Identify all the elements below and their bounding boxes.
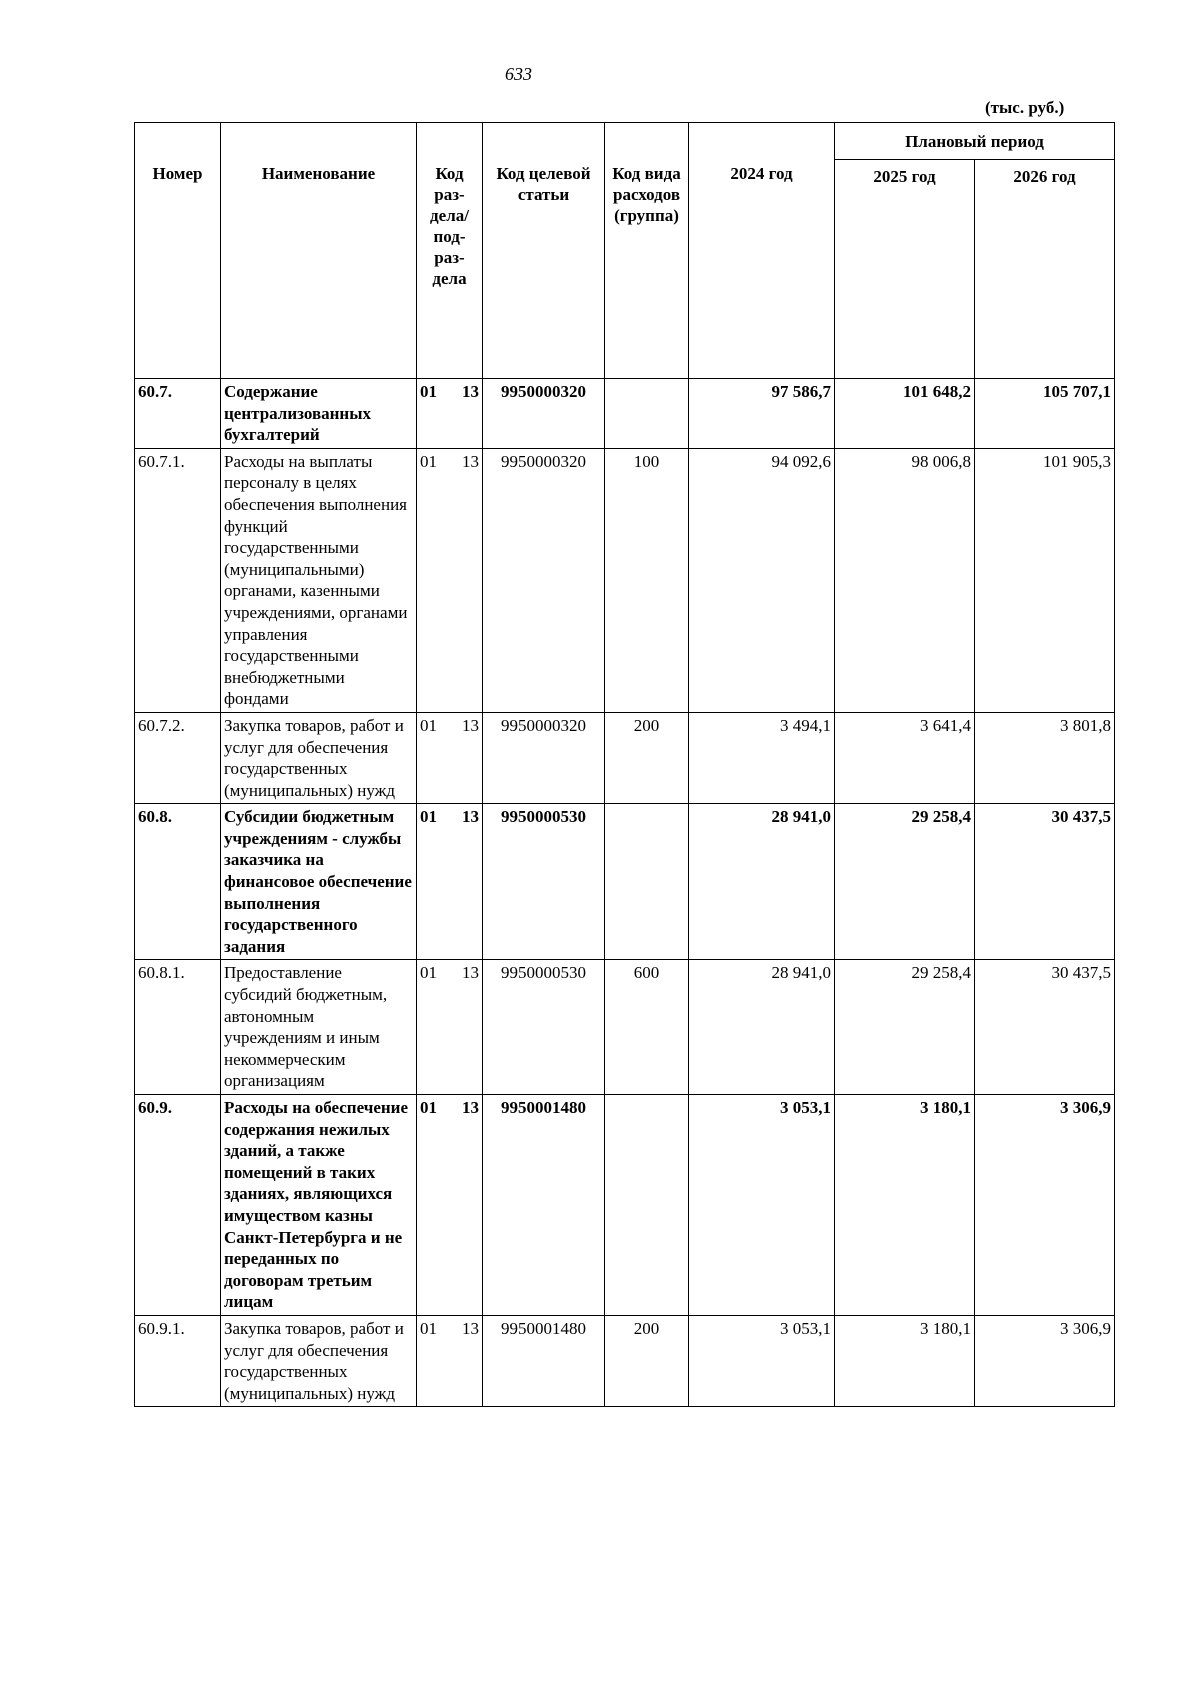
cell-target-code: 9950000320	[483, 712, 605, 803]
cell-name: Субсидии бюджетным учреждениям - службы заказчика на финансовое обеспечение выполнения государственного задания	[221, 804, 417, 960]
cell-2024: 94 092,6	[689, 448, 835, 712]
cell-name: Закупка товаров, работ и услуг для обеспечения государственных (муниципальных) нужд	[221, 1315, 417, 1406]
cell-expense-type: 200	[605, 712, 689, 803]
cell-2026: 3 306,9	[975, 1315, 1115, 1406]
cell-2024: 28 941,0	[689, 960, 835, 1095]
subsection-code: 13	[462, 1318, 479, 1338]
cell-name: Содержание централизованных бухгалтерий	[221, 379, 417, 449]
header-row-1	[135, 123, 1115, 160]
subsection-code: 13	[462, 963, 479, 983]
cell-2025: 29 258,4	[835, 960, 975, 1095]
cell-2026: 3 306,9	[975, 1095, 1115, 1316]
cell-target-code: 9950000530	[483, 960, 605, 1095]
cell-name: Расходы на выплаты персоналу в целях обеспечения выполнения функций государственными (муниципальными) органами, казенными учреждениями, органами управления государственными внебюджетными фондами	[221, 448, 417, 712]
table-row	[135, 379, 1115, 449]
cell-expense-type	[605, 804, 689, 960]
cell-number: 60.7.1.	[135, 448, 221, 712]
section-code-wrap	[420, 381, 479, 403]
cell-target-code: 9950000320	[483, 379, 605, 449]
cell-2024: 97 586,7	[689, 379, 835, 449]
header-name: Наименование	[221, 123, 417, 379]
cell-2024: 3 053,1	[689, 1095, 835, 1316]
cell-section-code	[417, 379, 483, 449]
cell-expense-type	[605, 379, 689, 449]
header-2024: 2024 год	[689, 123, 835, 379]
table-row	[135, 712, 1115, 803]
cell-number: 60.8.	[135, 804, 221, 960]
cell-target-code: 9950001480	[483, 1315, 605, 1406]
cell-target-code: 9950000320	[483, 448, 605, 712]
subsection-code: 13	[462, 1098, 479, 1117]
cell-number: 60.7.	[135, 379, 221, 449]
cell-2025: 101 648,2	[835, 379, 975, 449]
cell-2025: 98 006,8	[835, 448, 975, 712]
section-code: 01	[420, 451, 437, 471]
section-code: 01	[420, 1098, 437, 1117]
section-code: 01	[420, 382, 437, 401]
header-2025: 2025 год	[835, 160, 975, 379]
cell-expense-type: 600	[605, 960, 689, 1095]
cell-section-code	[417, 712, 483, 803]
cell-number: 60.8.1.	[135, 960, 221, 1095]
cell-section-code	[417, 804, 483, 960]
header-2026: 2026 год	[975, 160, 1115, 379]
section-code-wrap	[420, 1318, 479, 1340]
cell-name: Предоставление субсидий бюджетным, автономным учреждениям и иным некоммерческим организациям	[221, 960, 417, 1095]
cell-2026: 30 437,5	[975, 804, 1115, 960]
table-row	[135, 804, 1115, 960]
section-code: 01	[420, 963, 437, 983]
cell-section-code	[417, 1095, 483, 1316]
cell-number: 60.9.1.	[135, 1315, 221, 1406]
cell-expense-type	[605, 1095, 689, 1316]
table-row	[135, 448, 1115, 712]
table-row	[135, 1095, 1115, 1316]
section-code-wrap	[420, 451, 479, 473]
table-row	[135, 1315, 1115, 1406]
header-target: Код целевой статьи	[483, 123, 605, 379]
cell-2025: 3 641,4	[835, 712, 975, 803]
cell-section-code	[417, 960, 483, 1095]
cell-2026: 105 707,1	[975, 379, 1115, 449]
section-code: 01	[420, 807, 437, 827]
cell-2025: 3 180,1	[835, 1095, 975, 1316]
cell-2025: 3 180,1	[835, 1315, 975, 1406]
subsection-code: 13	[462, 382, 479, 401]
header-number: Номер	[135, 123, 221, 379]
cell-2025: 29 258,4	[835, 804, 975, 960]
header-section: Код раз-дела/ под-раз-дела	[417, 123, 483, 379]
header-planned: Плановый период	[835, 123, 1115, 160]
subsection-code: 13	[462, 715, 479, 735]
units-label: (тыс. руб.)	[985, 98, 1065, 117]
cell-expense-type: 100	[605, 448, 689, 712]
cell-name: Закупка товаров, работ и услуг для обеспечения государственных (муниципальных) нужд	[221, 712, 417, 803]
cell-name: Расходы на обеспечение содержания нежилых зданий, а также помещений в таких зданиях, являющихся имуществом казны Санкт-Петербурга и не переданных по договорам третьим лицам	[221, 1095, 417, 1316]
cell-2026: 3 801,8	[975, 712, 1115, 803]
cell-expense-type: 200	[605, 1315, 689, 1406]
cell-target-code: 9950001480	[483, 1095, 605, 1316]
cell-number: 60.7.2.	[135, 712, 221, 803]
cell-2024: 3 053,1	[689, 1315, 835, 1406]
budget-table	[134, 122, 1115, 1407]
section-code-wrap	[420, 962, 479, 984]
cell-2024: 3 494,1	[689, 712, 835, 803]
section-code: 01	[420, 715, 437, 735]
cell-2026: 101 905,3	[975, 448, 1115, 712]
cell-target-code: 9950000530	[483, 804, 605, 960]
cell-2024: 28 941,0	[689, 804, 835, 960]
page-number: 633	[505, 64, 532, 84]
subsection-code: 13	[462, 807, 479, 827]
cell-section-code	[417, 448, 483, 712]
section-code-wrap	[420, 806, 479, 828]
section-code-wrap	[420, 715, 479, 737]
cell-section-code	[417, 1315, 483, 1406]
cell-number: 60.9.	[135, 1095, 221, 1316]
section-code-wrap	[420, 1097, 479, 1119]
cell-2026: 30 437,5	[975, 960, 1115, 1095]
header-expense-type: Код вида расходов (группа)	[605, 123, 689, 379]
subsection-code: 13	[462, 451, 479, 471]
table-row	[135, 960, 1115, 1095]
section-code: 01	[420, 1318, 437, 1338]
